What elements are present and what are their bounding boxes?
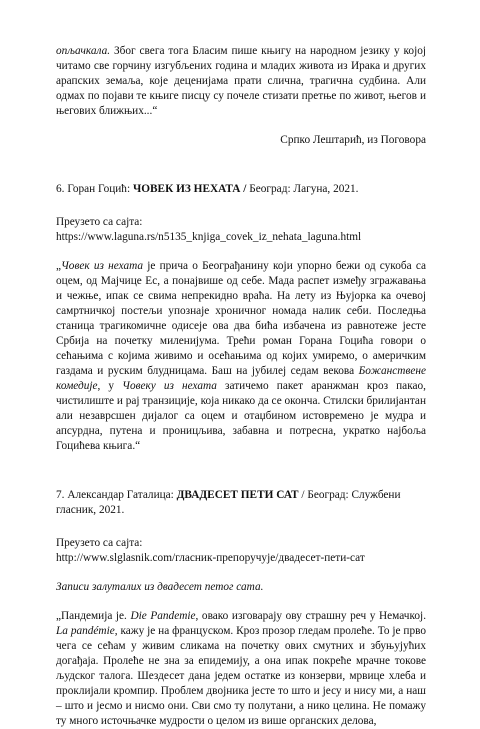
entry-7-heading [56,488,426,518]
book-title-italic: Човек из нехата [61,260,144,272]
entry-7-subtitle: Записи залуталих из двадесет петог сата. [56,581,264,593]
source-label: Преузето са сајта: [56,216,143,228]
intro-text: Због свега тога Бласим пише књигу на народном језику у којој читамо све горчину изгубљених година и младих живота из Ирака и других арапских земаља, које деценијама прати слична, трагична судбина. Али одмах по појави те књиге писцу су почеле стизати претње по живот, његов и његових ближњих...“ [56,45,426,117]
entry-number: 6. [56,183,65,195]
source-url-link[interactable]: https://www.laguna.rs/n5135_knjiga_covek_iz_nehata_laguna.html [56,231,362,243]
signature: Српко Лештарић, из Поговора [280,134,426,146]
entry-number: 7. [56,489,65,501]
foreign-word-italic: Die Pandemie [130,610,196,622]
entry-publisher: / Београд: Службени гласник, 2021. [56,489,401,516]
book-title-italic: Божанствене комедије [56,365,426,392]
book-title-italic: Човеку из нехата [122,380,217,392]
intro-paragraph [56,44,426,119]
entry-6-heading [56,182,426,197]
source-label: Преузето са сајта: [56,537,143,549]
foreign-word-italic: La pandémie [56,625,115,637]
intro-italic-word: опљачкала. [56,45,111,57]
document-page [56,44,426,729]
entry-7-quote: „Пандемија је. Die Pandemie, овако изговарају ову страшну реч у Немачкој. La pandémie, кажу је на француском. Кроз прозор гледам пролеће. То је прво чега се сећам у живим сликама на почетку ових смутних и збуњујућих догађаја. Пролеће не зна за епидемију, а она ипак покреће мрачне токове људског талога. Шездесет дана једем остатке из конзерви, мрвице хлеба и проклијали кромпир. Проблем двојника јесте то што и јесу и нису ми, а наш – што и јесмо и нисмо они. Сви смо ту полутани, а нико целина. Не помажу ту много источњачке мудрости о целом из више органских делова, [56,610,427,727]
entry-author: Горан Гоцић: [67,183,131,195]
entry-publisher: Београд: Лагуна, 2021. [249,183,359,195]
source-url-link[interactable]: http://www.slglasnik.com/гласник-препоручује/двадесет-пети-сат [56,552,365,564]
entry-author: Александар Гаталица: [67,489,174,501]
entry-title: ДВАДЕСЕТ ПЕТИ САТ [176,489,299,501]
entry-title: ЧОВЕК ИЗ НЕХАТА / [132,183,247,195]
entry-6-quote: „Човек из нехата је прича о Београђанину који упорно бежи од сукоба са оцем, од Мајчице Ес, а понајвише од себе. Мада распет између згражавања и чежње, ипак се свима непрекидно враћа. На лету из Њујорка ка очевој самртничкој постељи упознаје хроничног номада налик себи. Последња станица трагикомичне одисеје ова два бића избачена из равнотеже јесте Србија на почетку миленијума. Трећи роман Горана Гоцића говори о сећањима с којима живимо и осећањима од којих умиремо, о америчким газдама и руским блудницама. Баш на јубилеј седам векова Божанствене комедије, у Човеку из нехата затичемо пакет аранжман кроз пакао, чистилиште и рај транзиције, која никако да се оконча. Стилски брилијантан али незаврсшен дијалог са оцем и отаџбином истовремено је мудра и апсурдна, путена и проницљива, забавна и потресна, укратко најбоља Гоцићева књига.“ [56,260,427,452]
